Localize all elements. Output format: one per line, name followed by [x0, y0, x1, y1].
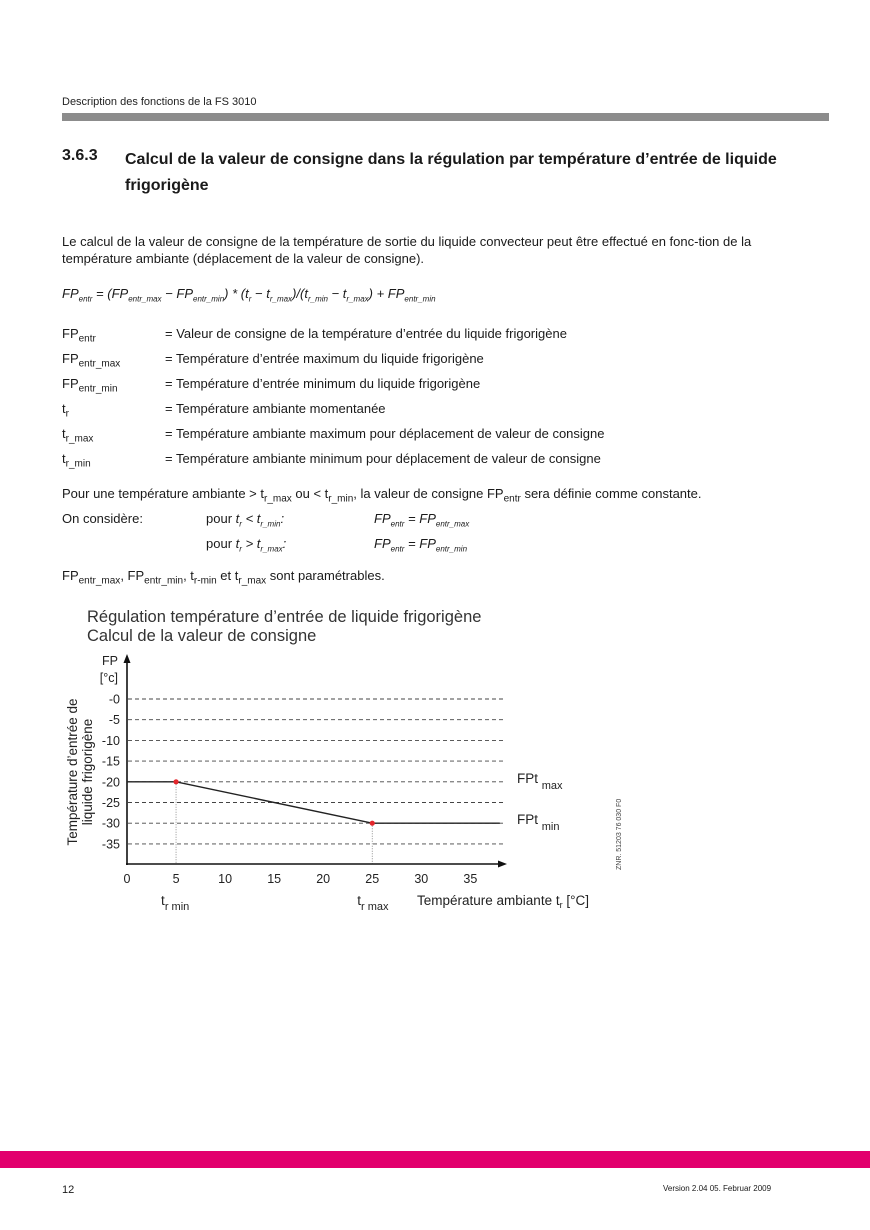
annotation-text: FPt: [517, 770, 542, 786]
definition-term: [62, 426, 93, 445]
marker-label-text: t: [161, 893, 165, 908]
cond-var: t: [256, 511, 261, 526]
cond-sub: entr: [390, 544, 405, 554]
note-sub: r_max: [263, 493, 292, 505]
cond-lhs: FP: [374, 536, 391, 551]
definition-desc: = Température ambiante minimum pour déplacement de valeur de consigne: [165, 451, 601, 466]
chart-subtitle: Calcul de la valeur de consigne: [87, 627, 317, 645]
y-tick-label: -25: [101, 796, 120, 810]
param-part: , t: [183, 568, 194, 583]
term-base: FP: [62, 376, 79, 391]
formula-sub: r: [248, 294, 252, 304]
marker-label: [357, 893, 389, 913]
definition-desc: = Température d’entrée maximum du liquide frigorigène: [165, 351, 484, 366]
cond-sub: r_max: [260, 544, 283, 554]
definition-term: [62, 326, 96, 345]
term-base: t: [62, 451, 66, 466]
y-axis-arrow-icon: [124, 654, 131, 663]
formula-sub: entr_max: [128, 294, 162, 304]
markers: [161, 779, 389, 913]
cond-pour: pour: [206, 511, 233, 526]
y-tick-label: -15: [101, 754, 120, 769]
marker-dot: [370, 821, 375, 826]
annotations: [517, 771, 563, 833]
definition-desc: = Valeur de consigne de la température d’entrée du liquide frigorigène: [165, 326, 567, 341]
cond-op: >: [245, 536, 254, 551]
condition-result: [374, 536, 467, 554]
cond-sub: r: [239, 519, 242, 529]
formula-part: ) * (t: [224, 286, 249, 301]
cond-var: t: [235, 511, 240, 526]
header-divider: [62, 113, 829, 121]
x-tick-label: 35: [463, 872, 478, 886]
y-tick-labels: [102, 693, 120, 852]
param-part: , FP: [120, 568, 145, 583]
cond-colon: :: [282, 536, 287, 551]
x-axis-title-sub: r: [559, 900, 563, 910]
term-base: t: [62, 426, 66, 441]
x-tick-labels: [124, 872, 478, 886]
cond-eq: =: [408, 536, 416, 551]
annotation-text: FPt: [517, 812, 542, 828]
param-part: sont paramétrables.: [266, 568, 385, 583]
note-part: Pour une température ambiante > t: [62, 486, 264, 501]
y-tick-label: -20: [101, 775, 120, 790]
y-tick-label: -35: [101, 837, 120, 852]
cond-lhs: FP: [374, 511, 391, 526]
cond-eq: =: [408, 511, 416, 526]
definition-desc: = Température d’entrée minimum du liquide frigorigène: [165, 376, 481, 391]
cond-rhs: FP: [419, 536, 436, 551]
definition-term: [62, 351, 120, 370]
formula-sub: entr_min: [404, 294, 436, 304]
term-sub: r: [65, 408, 69, 420]
term-sub: entr_max: [78, 358, 121, 370]
definition-desc: = Température ambiante maximum pour déplacement de valeur de consigne: [165, 426, 605, 441]
annotation-sub: min: [541, 821, 560, 834]
formula-sub: r_max: [346, 294, 369, 304]
formula-part: − t: [255, 286, 270, 301]
x-axis-title: [417, 893, 589, 910]
formula-part: = (FP: [96, 286, 129, 301]
marker-label-sub: r max: [361, 901, 389, 913]
condition-row: [206, 511, 284, 529]
note-part: , la valeur de consigne FP: [353, 486, 504, 501]
cond-pour: pour: [206, 536, 233, 551]
y-tick-label: -5: [108, 713, 120, 728]
grid-lines: [128, 699, 505, 844]
y-axis-label: FP: [102, 654, 118, 668]
x-tick-label: 25: [365, 872, 380, 886]
annotation-label: [517, 812, 560, 833]
formula-part: )/(t: [292, 286, 308, 301]
term-base: t: [62, 401, 66, 416]
definition-term: [62, 451, 91, 470]
parameters-note: [62, 568, 385, 587]
term-sub: entr_min: [78, 383, 118, 395]
section-number: 3.6.3: [62, 147, 98, 164]
term-sub: r_min: [65, 458, 91, 470]
formula-sub: entr: [78, 294, 93, 304]
y-tick-label: -10: [101, 733, 120, 748]
definition-term: [62, 401, 69, 420]
cond-var: t: [235, 536, 240, 551]
condition-result: [374, 511, 469, 529]
y-tick-label: -0: [108, 692, 120, 707]
x-tick-label: 10: [218, 872, 233, 886]
version-date: Version 2.04 05. Februar 2009: [663, 1184, 772, 1193]
param-sub: entr_min: [144, 575, 184, 587]
param-part: FP: [62, 568, 79, 583]
param-part: et t: [216, 568, 239, 583]
cond-colon: :: [280, 511, 285, 526]
term-base: FP: [62, 326, 79, 341]
x-axis-arrow-icon: [498, 861, 507, 868]
x-axis-title-unit: [°C]: [562, 893, 589, 908]
cond-sub: entr_max: [435, 519, 470, 529]
formula-sub: r_min: [307, 294, 328, 304]
x-tick-label: 0: [123, 872, 131, 886]
setpoint-formula: [62, 286, 436, 304]
term-sub: entr: [78, 333, 96, 345]
marker-label: [161, 893, 189, 913]
param-sub: r-min: [193, 575, 217, 587]
param-sub: r_max: [238, 575, 267, 587]
footer-accent-bar: [0, 1151, 870, 1168]
marker-label-text: t: [357, 893, 362, 908]
x-tick-label: 30: [414, 872, 429, 886]
y-tick-label: -30: [101, 816, 120, 831]
figure-id: ZNR. 51203 76 030 F0: [616, 798, 623, 870]
note-sub: entr: [503, 493, 521, 505]
cond-sub: r_min: [260, 519, 281, 529]
formula-part: ) + FP: [368, 286, 405, 301]
note-part: ou < t: [291, 486, 329, 501]
cond-sub: entr_min: [435, 544, 468, 554]
term-sub: r_max: [65, 433, 94, 445]
note-part: sera définie comme constante.: [520, 486, 702, 501]
formula-part: FP: [62, 286, 79, 301]
definition-desc: = Température ambiante momentanée: [165, 401, 386, 416]
conditions-label: On considère:: [62, 511, 143, 526]
x-tick-label: 20: [316, 872, 331, 886]
intro-paragraph: Le calcul de la valeur de consigne de la température de sortie du liquide convecteur peut être effectué en fonc-tion de la température ambiante (déplacement de la valeur de consigne).: [62, 234, 752, 266]
annotation-label: [517, 771, 563, 792]
definition-term: [62, 376, 118, 395]
cond-sub: r: [239, 544, 242, 554]
y-axis-title-line2: liquide frigorigène: [80, 718, 95, 826]
chart-title: Régulation température d’entrée de liquide frigorigène: [87, 608, 482, 626]
cond-sub: entr: [390, 519, 405, 529]
constant-note: [62, 486, 702, 505]
section-title: Calcul de la valeur de consigne dans la régulation par température d’entrée de liquide frigorigène: [125, 151, 777, 194]
x-tick-label: 5: [172, 872, 180, 886]
marker-dot: [173, 779, 178, 784]
x-axis-title-text: Température ambiante t: [417, 893, 560, 908]
formula-part: − t: [331, 286, 347, 301]
term-base: FP: [62, 351, 79, 366]
cond-rhs: FP: [419, 511, 436, 526]
cond-var: t: [256, 536, 261, 551]
y-axis-title-line1: Température d’entrée de: [65, 698, 80, 846]
cond-op: <: [245, 511, 254, 526]
condition-row: [206, 536, 286, 554]
setpoint-chart: [0, 600, 870, 920]
y-axis-unit: [°c]: [99, 671, 118, 685]
page-number: 12: [62, 1184, 75, 1196]
formula-part: − FP: [165, 286, 194, 301]
param-sub: entr_max: [78, 575, 121, 587]
annotation-sub: max: [541, 779, 563, 792]
running-header: Description des fonctions de la FS 3010: [62, 96, 257, 108]
formula-sub: r_max: [269, 294, 293, 304]
formula-sub: entr_min: [193, 294, 225, 304]
x-tick-label: 15: [267, 872, 282, 886]
marker-label-sub: r min: [164, 901, 190, 913]
note-sub: r_min: [328, 493, 354, 505]
